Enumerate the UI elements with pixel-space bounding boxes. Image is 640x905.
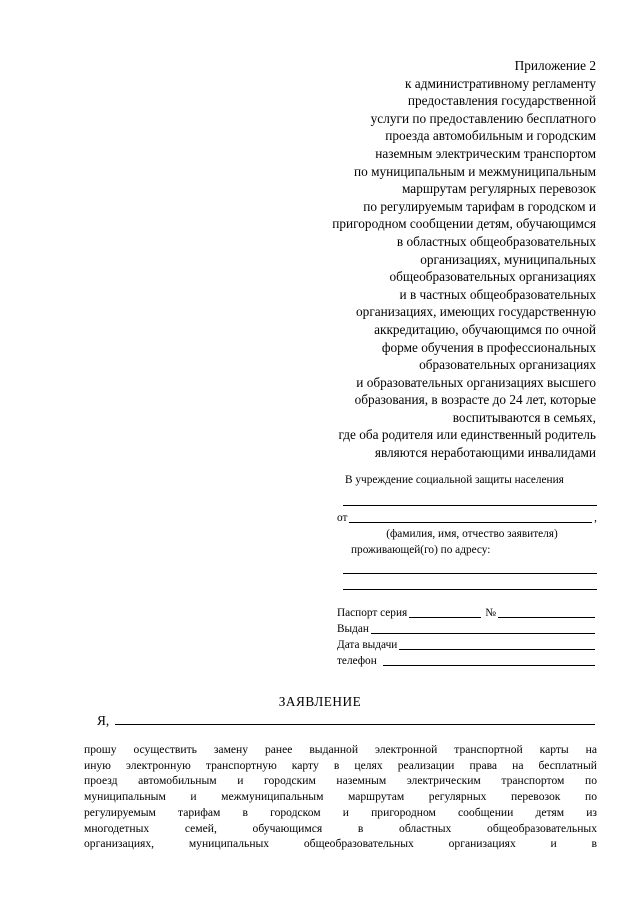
phone-field[interactable] <box>383 665 595 666</box>
statement-body <box>84 742 597 852</box>
ya-name-field[interactable] <box>115 724 595 725</box>
appendix-line: услуги по предоставлению бесплатного <box>370 110 596 126</box>
from-suffix: , <box>594 512 597 524</box>
passport-issued-label: Выдан <box>337 623 369 635</box>
ya-label: Я, <box>97 713 110 728</box>
address-field-1[interactable] <box>343 573 597 574</box>
appendix-line: и в частных общеобразовательных <box>399 286 596 302</box>
passport-issued-field[interactable] <box>371 633 595 634</box>
phone-row <box>337 653 597 669</box>
passport-number-label: № <box>485 607 496 619</box>
passport-block <box>337 605 597 669</box>
statement-line: иную электронную транспортную карту в целях реализации права на бесплатный <box>84 758 597 772</box>
passport-issued-row <box>337 621 597 637</box>
phone-label: телефон <box>337 655 377 667</box>
statement-line: организациях, муниципальных общеобразовательных организациях и в <box>84 837 597 851</box>
applicant-row <box>337 510 597 526</box>
appendix-block <box>176 57 596 462</box>
addressee-institution: В учреждение социальной защиты населения <box>345 474 564 486</box>
appendix-line: наземным электрическим транспортом <box>375 145 596 161</box>
appendix-line: маршрутам регулярных перевозок <box>401 181 596 197</box>
appendix-line: по муниципальным и межмуниципальным <box>353 163 596 179</box>
ya-row <box>97 713 597 729</box>
address-label: проживающей(го) по адресу: <box>351 544 491 556</box>
appendix-line: в областных общеобразовательных <box>396 233 596 249</box>
passport-number-field[interactable] <box>498 617 595 618</box>
appendix-line: по регулируемым тарифам в городском и <box>363 198 596 214</box>
appendix-line: организациях, муниципальных <box>420 251 596 267</box>
appendix-line: проезда автомобильным и городским <box>385 128 596 144</box>
appendix-line: общеобразовательных организациях <box>389 269 596 285</box>
appendix-line: являются неработающими инвалидами <box>374 445 596 461</box>
applicant-name-field[interactable] <box>349 522 592 523</box>
passport-date-label: Дата выдачи <box>337 639 398 651</box>
addressee-block <box>337 472 597 594</box>
address-line-1 <box>337 558 597 578</box>
passport-date-field[interactable] <box>399 649 595 650</box>
appendix-line: организациях, имеющих государственную <box>356 304 596 320</box>
statement-title: ЗАЯВЛЕНИЕ <box>278 694 362 709</box>
appendix-line: форме обучения в профессиональных <box>381 339 596 355</box>
statement-line: регулируемым тарифам в городском и пригородном сообщении детям из <box>84 805 597 819</box>
from-label: от <box>337 512 348 524</box>
appendix-line: где оба родителя или единственный родитель <box>338 427 596 443</box>
appendix-line: и образовательных организациях высшего <box>356 374 596 390</box>
appendix-line: образования, в возрасте до 24 лет, которые <box>354 392 596 408</box>
appendix-line: Приложение 2 <box>514 58 596 73</box>
appendix-line: аккредитацию, обучающимся по очной <box>374 321 596 337</box>
institution-field[interactable] <box>343 505 597 506</box>
passport-series-row <box>337 605 597 621</box>
appendix-line: пригородном сообщении детям, обучающимся <box>332 216 596 232</box>
passport-series-field[interactable] <box>409 617 481 618</box>
appendix-line: к административному регламенту <box>405 75 596 91</box>
statement-line: проезд автомобильным и городским наземным электрическим транспортом по <box>84 774 597 788</box>
passport-series-label: Паспорт серия <box>337 607 408 619</box>
statement-line: прошу осуществить замену ранее выданной электронной транспортной карты на <box>84 743 597 756</box>
passport-date-row <box>337 637 597 653</box>
appendix-line: воспитываются в семьях, <box>452 409 596 425</box>
applicant-name-hint: (фамилия, имя, отчество заявителя) <box>386 528 558 540</box>
appendix-line: образовательных организациях <box>419 357 596 373</box>
institution-line <box>337 488 597 510</box>
statement-line: многодетных семей, обучающимся в областных общеобразовательных <box>84 821 597 835</box>
address-line-2 <box>337 578 597 594</box>
address-field-2[interactable] <box>343 589 597 590</box>
statement-line: муниципальным и межмуниципальным маршрутам регулярных перевозок по <box>84 790 597 804</box>
appendix-line: предоставления государственной <box>407 93 596 109</box>
